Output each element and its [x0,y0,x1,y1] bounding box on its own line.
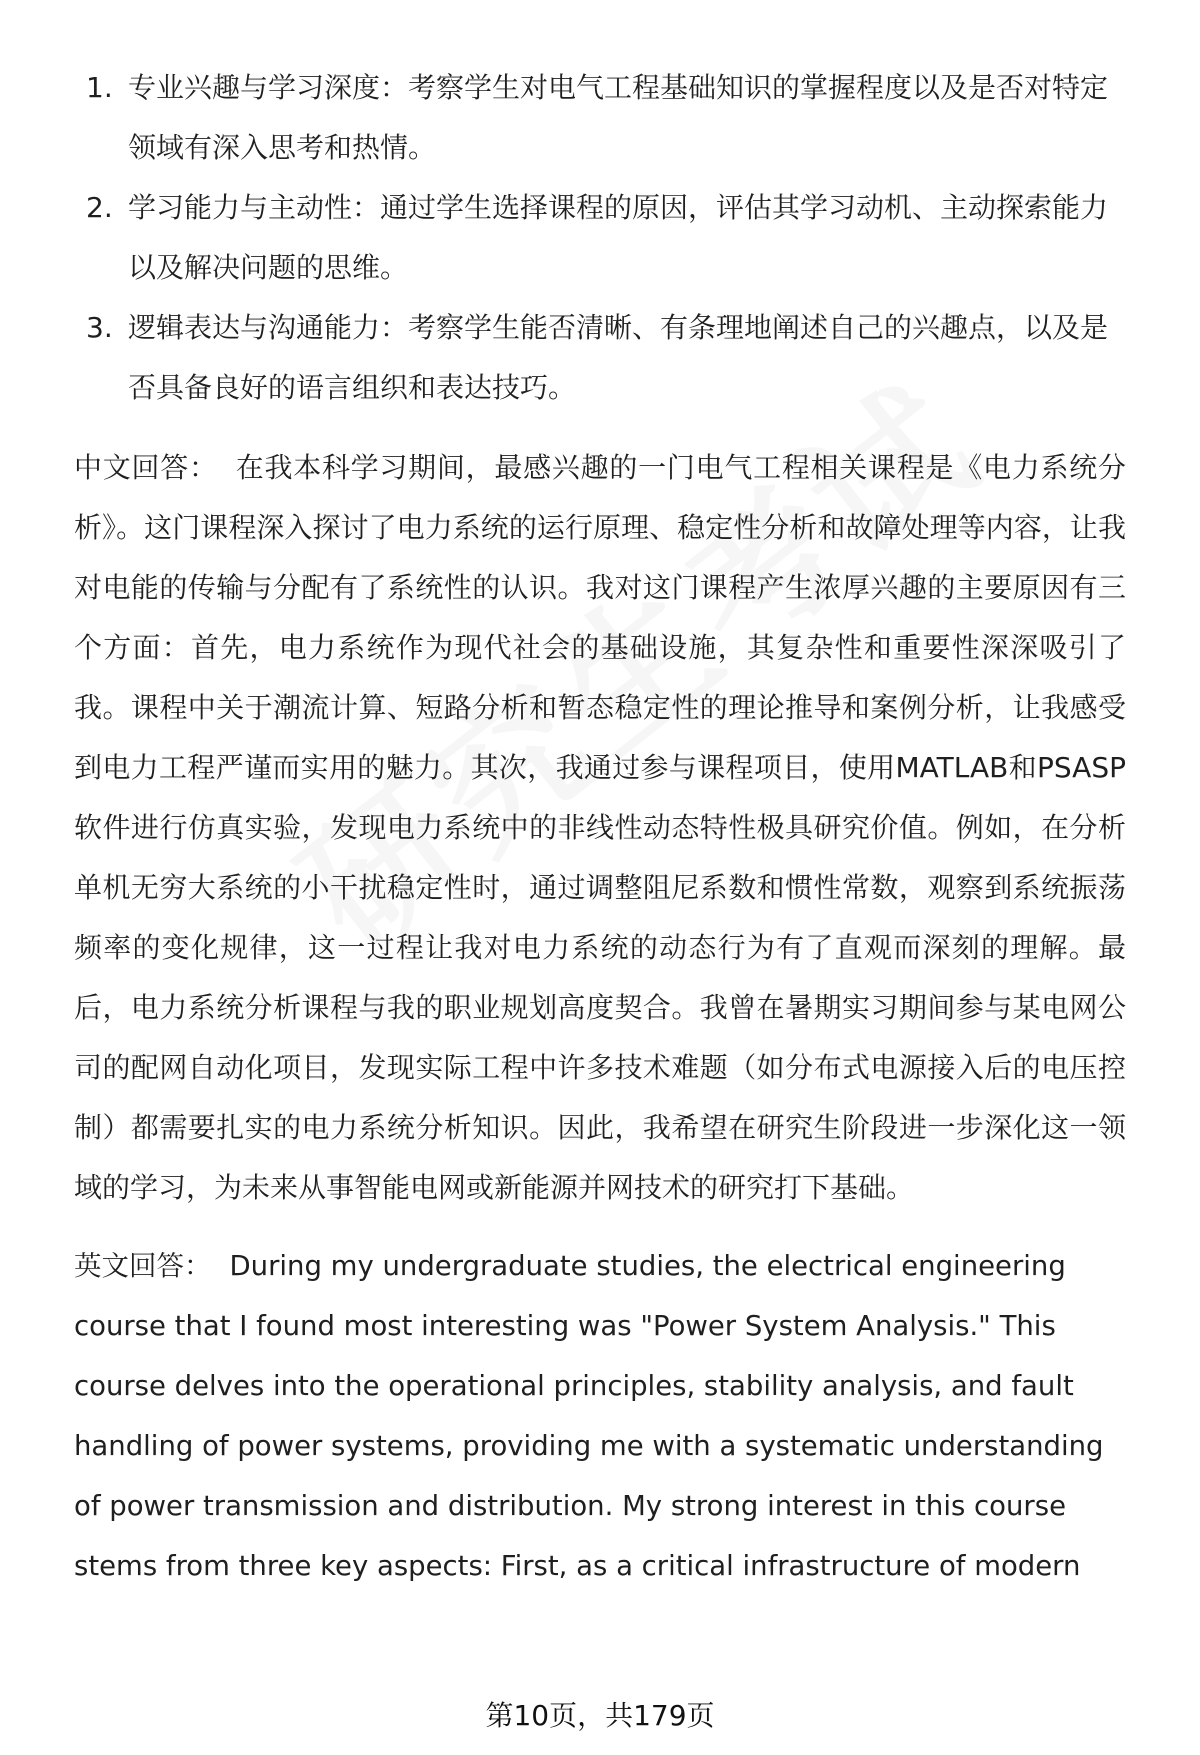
chinese-answer-label: 中文回答： [74,451,218,484]
list-item [74,298,1126,418]
page-number-footer: 第10页，共179页 [485,1699,715,1732]
list-item [74,178,1126,298]
evaluation-criteria-list [74,58,1126,418]
english-answer-paragraph [74,1236,1126,1596]
list-item-text: 专业兴趣与学习深度：考察学生对电气工程基础知识的掌握程度以及是否对特定领域有深入思考和热情。 [128,71,1109,164]
list-item-text: 逻辑表达与沟通能力：考察学生能否清晰、有条理地阐述自己的兴趣点，以及是否具备良好的语言组织和表达技巧。 [128,311,1109,404]
list-item-text: 学习能力与主动性：通过学生选择课程的原因，评估其学习动机、主动探索能力以及解决问题的思维。 [128,191,1109,284]
english-answer-label: 英文回答： [74,1250,212,1282]
list-item [74,58,1126,178]
chinese-answer-text: 在我本科学习期间，最感兴趣的一门电气工程相关课程是《电力系统分析》。这门课程深入探讨了电力系统的运行原理、稳定性分析和故障处理等内容，让我对电能的传输与分配有了系统性的认识。我对这门课程产生浓厚兴趣的主要原因有三个方面：首先，电力系统作为现代社会的基础设施，其复杂性和重要性深深吸引了我。课程中关于潮流计算、短路分析和暂态稳定性的理论推导和案例分析，让我感受到电力工程严谨而实用的魅力。其次，我通过参与课程项目，使用MATLAB和PSASP软件进行仿真实验，发现电力系统中的非线性动态特性极具研究价值。例如，在分析单机无穷大系统的小干扰稳定性时，通过调整阻尼系数和惯性常数，观察到系统振荡频率的变化规律，这一过程让我对电力系统的动态行为有了直观而深刻的理解。最后，电力系统分析课程与我的职业规划高度契合。我曾在暑期实习期间参与某电网公司的配网自动化项目，发现实际工程中许多技术难题（如分布式电源接入后的电压控制）都需要扎实的电力系统分析知识。因此，我希望在研究生阶段进一步深化这一领域的学习，为未来从事智能电网或新能源并网技术的研究打下基础。 [74,451,1126,1204]
list-item-number: 3. [86,311,113,344]
chinese-answer-paragraph [74,438,1126,1218]
list-item-number: 2. [86,191,113,224]
english-answer-text: During my undergraduate studies, the electrical engineering course that I found most interesting was "Power System Analysis." This course delves into the operational principles, stability analysis, and fault handling of power systems, providing me with a systematic understanding of power transmission and distribution. My strong interest in this course stems from three key aspects: First, as a critical infrastructure of modern [74,1250,1104,1582]
list-item-number: 1. [86,71,113,104]
